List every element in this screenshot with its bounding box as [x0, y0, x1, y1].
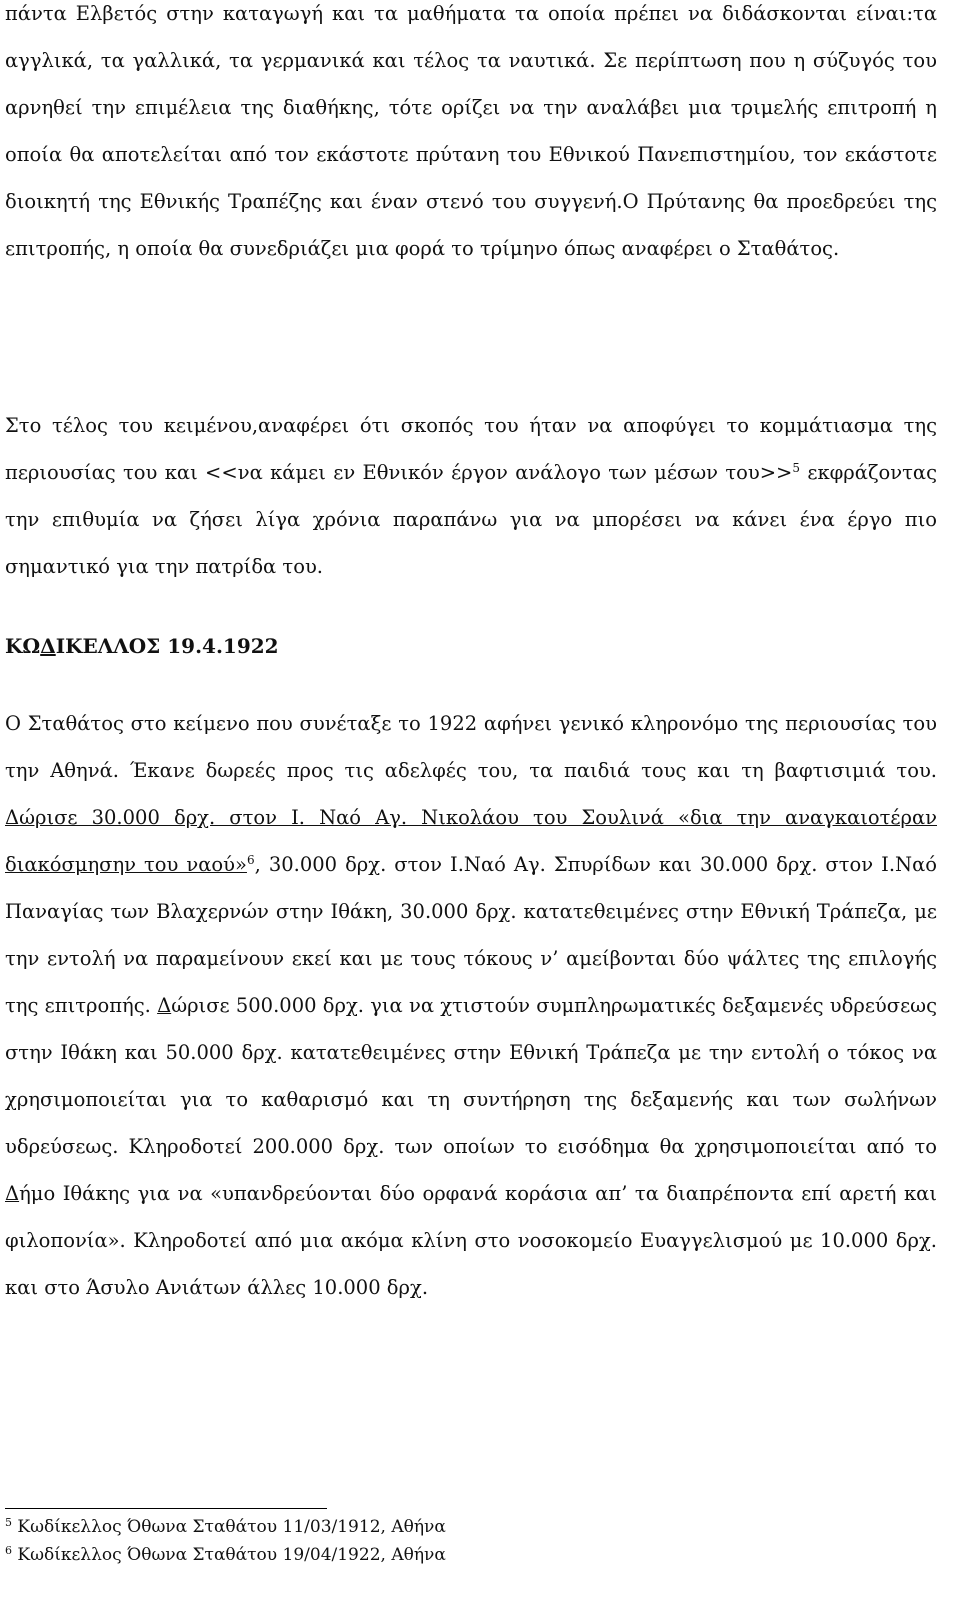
heading-text: ΚΩ: [5, 634, 41, 658]
underlined-letter: Δ: [5, 1182, 20, 1205]
footnote-text: Κωδίκελλος Όθωνα Σταθάτου 19/04/1922, Αθήνα: [12, 1545, 446, 1565]
paragraph-text: ήμο Ιθάκης για να «υπανδρεύονται δύο ορφανά κοράσια απ’ τα διαπρέποντα επί αρετή και φιλοπονία». Κληροδοτεί από μια ακόμα κλίνη στο νοσοκομείο Ευαγγελισμού με 10.000 δρχ. και στο Άσυλο Ανιάτων άλλες 10.000 δρχ.: [5, 1182, 937, 1299]
footnote-text: Κωδίκελλος Όθωνα Σταθάτου 11/03/1912, Αθήνα: [12, 1517, 446, 1537]
underlined-letter: Δ: [157, 994, 172, 1017]
paragraph-purpose: [5, 402, 937, 590]
paragraph-text: ώρισε 30.000 δρχ. στον Ι. Ναό Αγ. Νικολάου του Σουλινά «δια την αναγκαιοτέραν διακόσμησην του ναού»: [5, 806, 937, 876]
footnote-divider: [5, 1508, 327, 1509]
section-heading: [5, 623, 279, 670]
paragraph-text: Ο Σταθάτος στο κείμενο που συνέταξε το 1922 αφήνει γενικό κληρονόμο της περιουσίας του την Αθηνά. Έκανε δωρεές προς τις αδελφές του, τα παιδιά τους και τη βαφτισιμιά του.: [5, 712, 937, 782]
paragraph-will-committee: [5, 0, 937, 272]
paragraph-text: πάντα Ελβετός στην καταγωγή και τα μαθήματα τα οποία πρέπει να διδάσκονται είναι:τα αγγλικά, τα γαλλικά, τα γερμανικά και τέλος τα ναυτικά. Σε περίπτωση που η σύζυγός του αρνηθεί την επιμέλεια της διαθήκης, τότε ορίζει να την αναλάβει μια τριμελής επιτροπή η οποία θα αποτελείται από τον εκάστοτε πρύτανη του Εθνικού Πανεπιστημίου, τον εκάστοτε διοικητή της Εθνικής Τραπέζης και έναν στενό του συγγενή.Ο Πρύτανης θα προεδρεύει της επιτροπής, η οποία θα συνεδριάζει μια φορά το τρίμηνο όπως αναφέρει ο Σταθάτος.: [5, 2, 937, 260]
underlined-letter: Δ: [5, 806, 20, 829]
footnote-ref-5: 5: [792, 461, 801, 475]
paragraph-text: Στο τέλος του κειμένου,αναφέρει ότι σκοπός του ήταν να αποφύγει το κομμάτιασμα της περιουσίας του και <<να κάμει εν Εθνικόν έργον ανάλογο των μέσων του>>: [5, 414, 937, 484]
footnote-5: [5, 1513, 446, 1541]
footnote-number: 6: [5, 1544, 12, 1557]
paragraph-donations: [5, 700, 937, 1311]
heading-text: ΙΚΕΛΛΟΣ 19.4.1922: [55, 634, 279, 658]
footnote-6: [5, 1541, 446, 1569]
paragraph-text: ώρισε 500.000 δρχ. για να χτιστούν συμπληρωματικές δεξαμενές υδρεύσεως στην Ιθάκη και 50.000 δρχ. κατατεθειμένες στην Εθνική Τράπεζα με την εντολή ο τόκος να χρησιμοποιείται για το καθαρισμό και τη συντήρηση της δεξαμενής και των σωλήνων υδρεύσεως. Κληροδοτεί 200.000 δρχ. των οποίων το εισόδημα θα χρησιμοποιείται από το: [5, 994, 938, 1158]
footnote-number: 5: [5, 1516, 12, 1529]
paragraph-text: , 30.000 δρχ. στον Ι.Ναό Αγ. Σπυρίδων και 30.000 δρχ. στον Ι.Ναό Παναγίας των Βλαχερνών στην Ιθάκη, 30.000 δρχ. κατατεθειμένες στην Εθνική Τράπεζα, με την εντολή να παραμείνουν εκεί και με τους τόκους ν’ αμείβονται δύο ψάλτες της επιλογής της επιτροπής.: [5, 853, 937, 1017]
heading-text-underlined: Δ: [40, 634, 56, 658]
paragraph-text: εκφράζοντας την επιθυμία να ζήσει λίγα χρόνια παραπάνω για να μπορέσει να κάνει ένα έργο πιο σημαντικό για την πατρίδα του.: [5, 461, 937, 578]
footnote-ref-6: 6: [246, 853, 255, 867]
